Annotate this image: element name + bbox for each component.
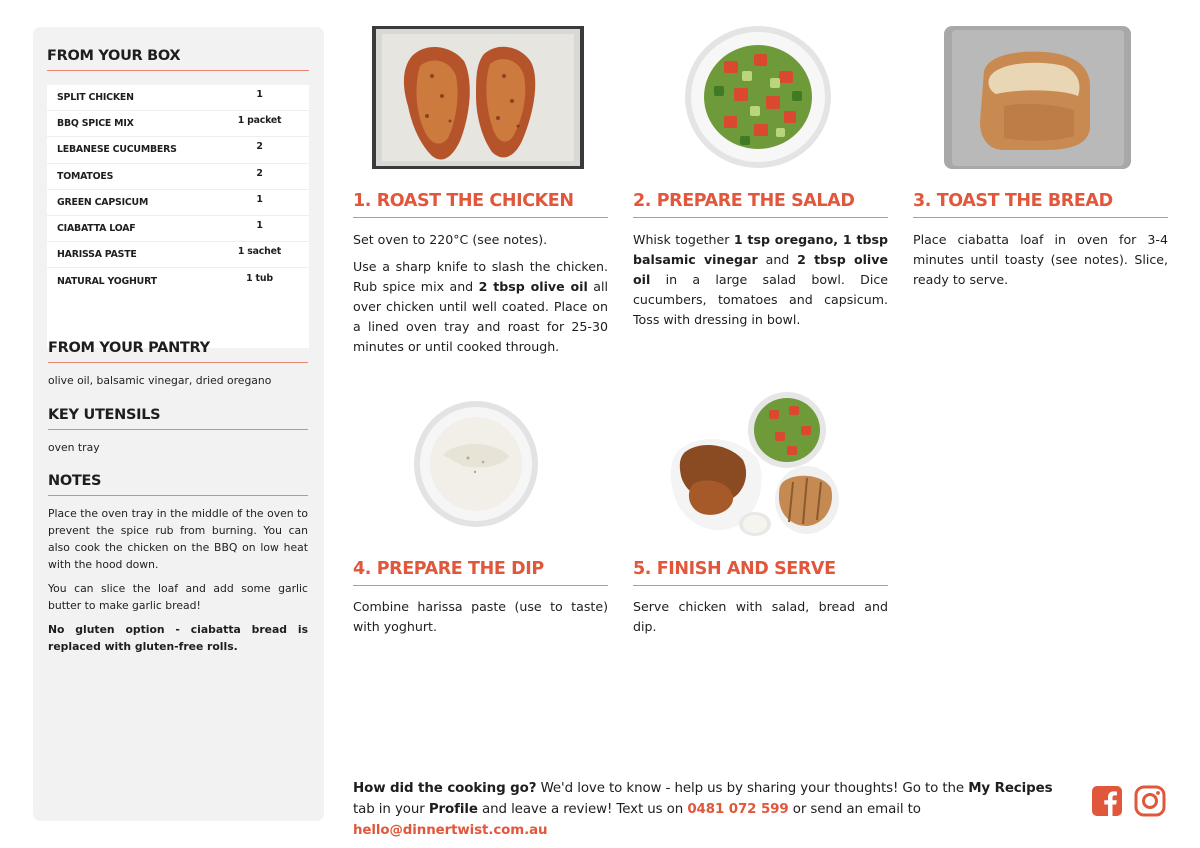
ingredient-row xyxy=(47,85,309,111)
step-4-body xyxy=(353,597,608,644)
ciabatta-bread-image xyxy=(944,26,1131,169)
step-2-text: Whisk together xyxy=(633,232,734,247)
ingredient-qty: 2 xyxy=(256,167,263,179)
step-2-bold: 2 tbsp olive oil xyxy=(633,252,888,287)
ingredient-row xyxy=(47,268,309,294)
step-2-text: and xyxy=(757,252,798,267)
utensils-text: oven tray xyxy=(48,441,100,454)
pantry-section xyxy=(48,340,308,389)
step-1-paragraph-2 xyxy=(353,257,608,357)
ingredient-qty: 2 xyxy=(256,141,263,153)
footer-text: and leave a review! Text us on xyxy=(477,802,688,817)
ingredient-name: HARISSA PASTE xyxy=(57,249,137,261)
step-4-paragraph: Combine harissa paste (use to taste) with yoghurt. xyxy=(353,599,608,634)
ingredient-name: TOMATOES xyxy=(57,170,114,182)
step-3-paragraph: Place ciabatta loaf in oven for 3-4 minutes until toasty (see notes). Slice, ready to serve. xyxy=(913,232,1168,287)
footer-text: We'd love to know - help us by sharing your thoughts! Go to the xyxy=(536,781,969,796)
ingredient-row xyxy=(47,190,309,216)
ingredient-row xyxy=(47,111,309,137)
step-2-title: 2. PREPARE THE SALAD xyxy=(633,191,888,218)
step-3-body xyxy=(913,230,1168,297)
ingredient-name: LEBANESE CUCUMBERS xyxy=(57,144,177,156)
from-your-box-heading: FROM YOUR BOX xyxy=(47,48,309,71)
ingredient-row xyxy=(47,216,309,242)
step-2-text: in a large salad bowl. Dice cucumbers, tomatoes and capsicum. Toss with dressing in bowl. xyxy=(633,272,888,327)
note-paragraph: You can slice the loaf and add some garlic butter to make garlic bread! xyxy=(48,582,308,612)
step-1-paragraph-1: Set oven to 220°C (see notes). xyxy=(353,232,548,247)
ingredient-name: NATURAL YOGHURT xyxy=(57,275,157,287)
email-link[interactable]: hello@dinnertwist.com.au xyxy=(353,823,548,838)
step-2-paragraph xyxy=(633,230,888,330)
ingredient-name: SPLIT CHICKEN xyxy=(57,92,134,104)
utensils-section xyxy=(48,407,308,456)
ingredient-qty: 1 packet xyxy=(237,115,282,127)
profile-label: Profile xyxy=(428,802,478,817)
ingredient-row xyxy=(47,164,309,190)
phone-number[interactable]: 0481 072 599 xyxy=(687,802,789,817)
step-5-paragraph: Serve chicken with salad, bread and dip. xyxy=(633,599,888,634)
ingredient-qty: 1 tub xyxy=(246,272,273,284)
ingredient-qty: 1 sachet xyxy=(237,246,282,258)
feedback-footer xyxy=(353,778,1073,841)
notes-heading: NOTES xyxy=(48,473,308,496)
step-1-body xyxy=(353,230,608,364)
my-recipes-label: My Recipes xyxy=(968,781,1053,796)
footer-text: tab in your xyxy=(353,802,429,817)
ingredient-row xyxy=(47,137,309,163)
note-paragraph: Place the oven tray in the middle of the oven to prevent the spice rub from burning. You can also cook the chicken on the BBQ on low heat with the hood down. xyxy=(48,507,308,571)
key-utensils-heading: KEY UTENSILS xyxy=(48,407,308,430)
ingredient-qty: 1 xyxy=(256,89,263,101)
sidebar xyxy=(33,27,324,821)
ingredient-qty: 1 xyxy=(256,193,263,205)
footer-text: or send an email to xyxy=(788,802,921,817)
step-3-title: 3. TOAST THE BREAD xyxy=(913,191,1168,218)
step-2-bold: 1 tsp oregano, 1 tbsp balsamic vinegar xyxy=(633,232,888,267)
step-1-bold: 2 tbsp olive oil xyxy=(478,279,588,294)
instagram-icon[interactable] xyxy=(1134,785,1166,817)
step-5-title: 5. FINISH AND SERVE xyxy=(633,559,888,586)
footer-question: How did the cooking go? xyxy=(353,781,537,796)
gluten-note: No gluten option - ciabatta bread is replaced with gluten-free rolls. xyxy=(48,623,308,653)
salad-bowl-image xyxy=(684,26,832,169)
ingredient-name: GREEN CAPSICUM xyxy=(57,196,149,208)
ingredient-name: BBQ SPICE MIX xyxy=(57,118,134,130)
pantry-text: olive oil, balsamic vinegar, dried oregano xyxy=(48,374,272,387)
from-your-pantry-heading: FROM YOUR PANTRY xyxy=(48,340,308,363)
notes-section xyxy=(48,473,308,662)
ingredient-name: CIABATTA LOAF xyxy=(57,223,136,235)
note-paragraph xyxy=(48,621,308,655)
yoghurt-dip-image xyxy=(413,400,540,528)
step-1-title: 1. ROAST THE CHICKEN xyxy=(353,191,608,218)
roast-chicken-image xyxy=(372,26,584,169)
step-4-title: 4. PREPARE THE DIP xyxy=(353,559,608,586)
step-2-body xyxy=(633,230,888,337)
step-5-body xyxy=(633,597,888,644)
step-1-text: all over chicken until well coated. Place on a lined oven tray and roast for 25-30 minutes or until cooked through. xyxy=(353,279,608,354)
ingredient-row xyxy=(47,242,309,268)
ingredient-qty: 1 xyxy=(256,220,263,232)
notes-text xyxy=(48,505,308,655)
step-1-text: Use a sharp knife to slash the chicken. Rub spice mix and xyxy=(353,259,608,294)
facebook-icon[interactable] xyxy=(1091,785,1123,817)
ingredients-table xyxy=(47,85,309,348)
finished-meal-image xyxy=(667,392,842,538)
